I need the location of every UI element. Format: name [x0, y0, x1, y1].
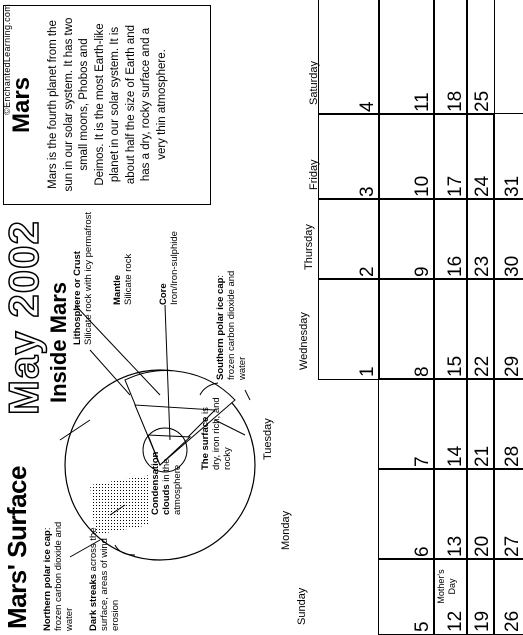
day-header-wednesday: Wednesday — [298, 312, 310, 370]
calendar-day-cell[interactable] — [433, 113, 468, 200]
label-north-cap: Northern polar ice cap: frozen carbon dioxide and water — [42, 521, 75, 631]
day-number: 15 — [445, 355, 466, 377]
calendar-day-cell[interactable] — [433, 278, 468, 380]
calendar-day-cell[interactable] — [466, 378, 495, 470]
calendar-day-cell[interactable] — [318, 113, 380, 200]
info-text: Mars is the fourth planet from the sun in our solar system. It has two small moons, Phobos and Deimos. It is the most Earth-like planet in our solar system. It is about half the size of Earth and has a dry, rocky surface and a very thin atmosphere. — [47, 17, 168, 192]
calendar-day-cell[interactable] — [378, 0, 435, 115]
calendar-day-cell[interactable] — [378, 113, 435, 200]
day-number: 29 — [502, 355, 523, 377]
day-number: 11 — [412, 92, 433, 112]
calendar-day-cell[interactable] — [433, 558, 468, 635]
day-number: 2 — [357, 266, 378, 277]
day-header-saturday: Saturday — [308, 60, 320, 105]
calendar-day-cell[interactable] — [378, 198, 435, 280]
day-number: 30 — [502, 255, 523, 277]
label-mantle: Mantle Silicate rock — [112, 253, 134, 305]
copyright-text: ©EnchantedLearning.com — [2, 4, 12, 115]
day-number: 25 — [472, 90, 493, 112]
calendar-day-cell[interactable] — [466, 468, 495, 560]
day-number: 10 — [412, 175, 433, 197]
label-dark-streaks: Dark streaks across the surface, areas of wind erosion — [88, 527, 121, 631]
day-header-thursday: Thursday — [303, 224, 315, 270]
day-number: 22 — [472, 355, 493, 377]
day-number: 20 — [472, 535, 493, 557]
day-number: 18 — [445, 90, 466, 112]
day-header-friday: Friday — [308, 159, 320, 190]
calendar-day-cell[interactable] — [493, 378, 523, 470]
calendar-day-cell[interactable] — [493, 468, 523, 560]
calendar — [258, 0, 523, 635]
calendar-day-cell[interactable] — [493, 278, 523, 380]
label-crust: Lithosphere or Crust Silicate rock with icy permafrost — [72, 211, 94, 345]
calendar-day-cell[interactable] — [466, 113, 495, 200]
calendar-day-cell[interactable] — [493, 558, 523, 635]
day-header-sunday: Sunday — [296, 587, 308, 625]
calendar-day-cell[interactable] — [318, 278, 380, 380]
day-number: 5 — [412, 621, 433, 632]
label-south-cap: Southern polar ice cap: frozen carbon dioxide and water — [215, 270, 248, 380]
calendar-day-cell[interactable] — [493, 113, 523, 200]
label-core: Core Iron/Iron-sulphide — [158, 231, 180, 305]
calendar-day-cell[interactable] — [378, 278, 435, 380]
calendar-grid — [258, 0, 523, 635]
day-number: 28 — [502, 445, 523, 467]
day-header-tuesday: Tuesday — [262, 418, 274, 460]
label-surface: The surface is dry, iron rich, and rocky — [200, 397, 233, 470]
inside-mars-heading: Inside Mars — [46, 281, 71, 403]
calendar-day-cell[interactable] — [378, 378, 435, 470]
day-number: 1 — [357, 366, 378, 377]
day-number: 13 — [445, 535, 466, 557]
info-title: Mars — [8, 76, 35, 134]
calendar-day-cell[interactable] — [378, 558, 435, 635]
day-number: 19 — [472, 610, 493, 632]
calendar-day-cell[interactable] — [466, 278, 495, 380]
day-number: 31 — [502, 175, 523, 197]
calendar-day-cell[interactable] — [433, 468, 468, 560]
calendar-day-cell[interactable] — [433, 0, 468, 115]
day-number: 16 — [445, 255, 466, 277]
calendar-day-cell[interactable] — [318, 0, 380, 115]
mars-surface-heading: Mars' Surface — [2, 466, 32, 629]
day-number: 14 — [445, 445, 466, 467]
day-number: 7 — [412, 456, 433, 467]
calendar-day-cell[interactable] — [466, 0, 495, 115]
day-number: 4 — [357, 101, 378, 112]
calendar-day-cell[interactable] — [378, 468, 435, 560]
day-number: 26 — [502, 610, 523, 632]
calendar-day-cell[interactable] — [318, 198, 380, 280]
day-number: 17 — [445, 175, 466, 197]
calendar-day-cell[interactable] — [466, 198, 495, 280]
day-number: 12 — [445, 610, 466, 632]
calendar-day-cell[interactable] — [466, 558, 495, 635]
month-title: May 2002 — [0, 220, 47, 415]
day-number: 6 — [412, 546, 433, 557]
day-number: 3 — [357, 186, 378, 197]
day-number: 21 — [472, 445, 493, 467]
day-header-monday: Monday — [280, 510, 292, 550]
calendar-day-cell[interactable] — [493, 198, 523, 280]
day-number: 9 — [412, 266, 433, 277]
calendar-day-cell[interactable] — [433, 198, 468, 280]
label-clouds: Condensation clouds in the atmosphere — [150, 451, 183, 515]
calendar-day-cell[interactable] — [433, 378, 468, 470]
day-number: 24 — [472, 175, 493, 197]
day-number: 27 — [502, 535, 523, 557]
day-number: 23 — [472, 255, 493, 277]
day-number: 8 — [412, 366, 433, 377]
holiday-note: Mother's Day — [436, 569, 457, 604]
